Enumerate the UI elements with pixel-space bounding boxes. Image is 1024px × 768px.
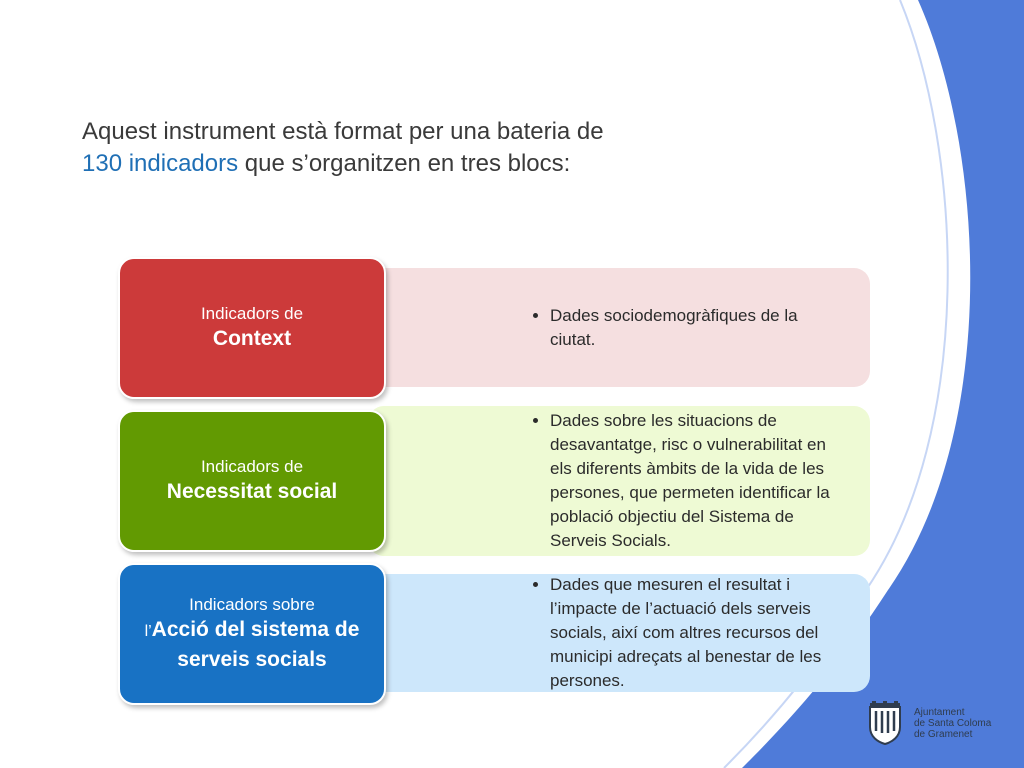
action-detail-item: • Dades que mesuren el resultat i l’impacte de l’actuació dels serveis socials, així com altres recursos del municipi adreçats al benestar de les persones. — [550, 573, 840, 693]
title-highlight: 130 indicadors — [82, 150, 239, 177]
need-detail-item: • Dades sobre les situacions de desavantatge, risc o vulnerabilitat en els diferents àmbits de la vida de les persones, que permeten identificar la població objectiu del Sistema de Serveis Socials. — [550, 409, 840, 553]
context-badge — [118, 257, 386, 399]
title-line-1: Aquest instrument està format per una bateria de — [82, 118, 604, 145]
action-badge-title-text: Acció del sistema de serveis socials — [151, 618, 360, 671]
logo-line-3: de Gramenet — [914, 728, 973, 740]
slide-title — [82, 116, 802, 180]
need-detail-list — [530, 409, 840, 553]
coat-of-arms-icon — [864, 701, 906, 745]
context-badge-title: Context — [212, 327, 292, 350]
action-detail-panel — [368, 574, 870, 692]
block-action — [118, 563, 870, 705]
logo-text — [914, 707, 991, 740]
action-badge-prefix: l’ — [144, 623, 152, 640]
municipal-logo — [864, 700, 991, 746]
need-badge-sub: Indicadors de — [200, 457, 304, 476]
need-badge-title: Necessitat social — [166, 480, 338, 503]
need-badge — [118, 410, 386, 552]
action-badge — [118, 563, 386, 705]
logo-line-1: Ajuntament — [914, 706, 965, 718]
context-detail-panel — [368, 268, 870, 387]
logo-line-2: de Santa Coloma — [914, 717, 992, 729]
context-badge-sub: Indicadors de — [200, 304, 304, 323]
block-social-need — [118, 410, 870, 552]
action-detail-list — [530, 573, 840, 693]
context-detail-item: • Dades sociodemogràfiques de la ciutat. — [550, 304, 840, 352]
title-line-2 — [82, 148, 802, 180]
action-badge-sub: Indicadors sobre — [189, 595, 315, 614]
title-line-2-rest: que s’organitzen en tres blocs: — [238, 150, 571, 177]
need-detail-panel — [368, 406, 870, 556]
context-detail-list — [530, 304, 840, 352]
action-badge-title — [120, 616, 384, 674]
block-context — [118, 257, 870, 399]
